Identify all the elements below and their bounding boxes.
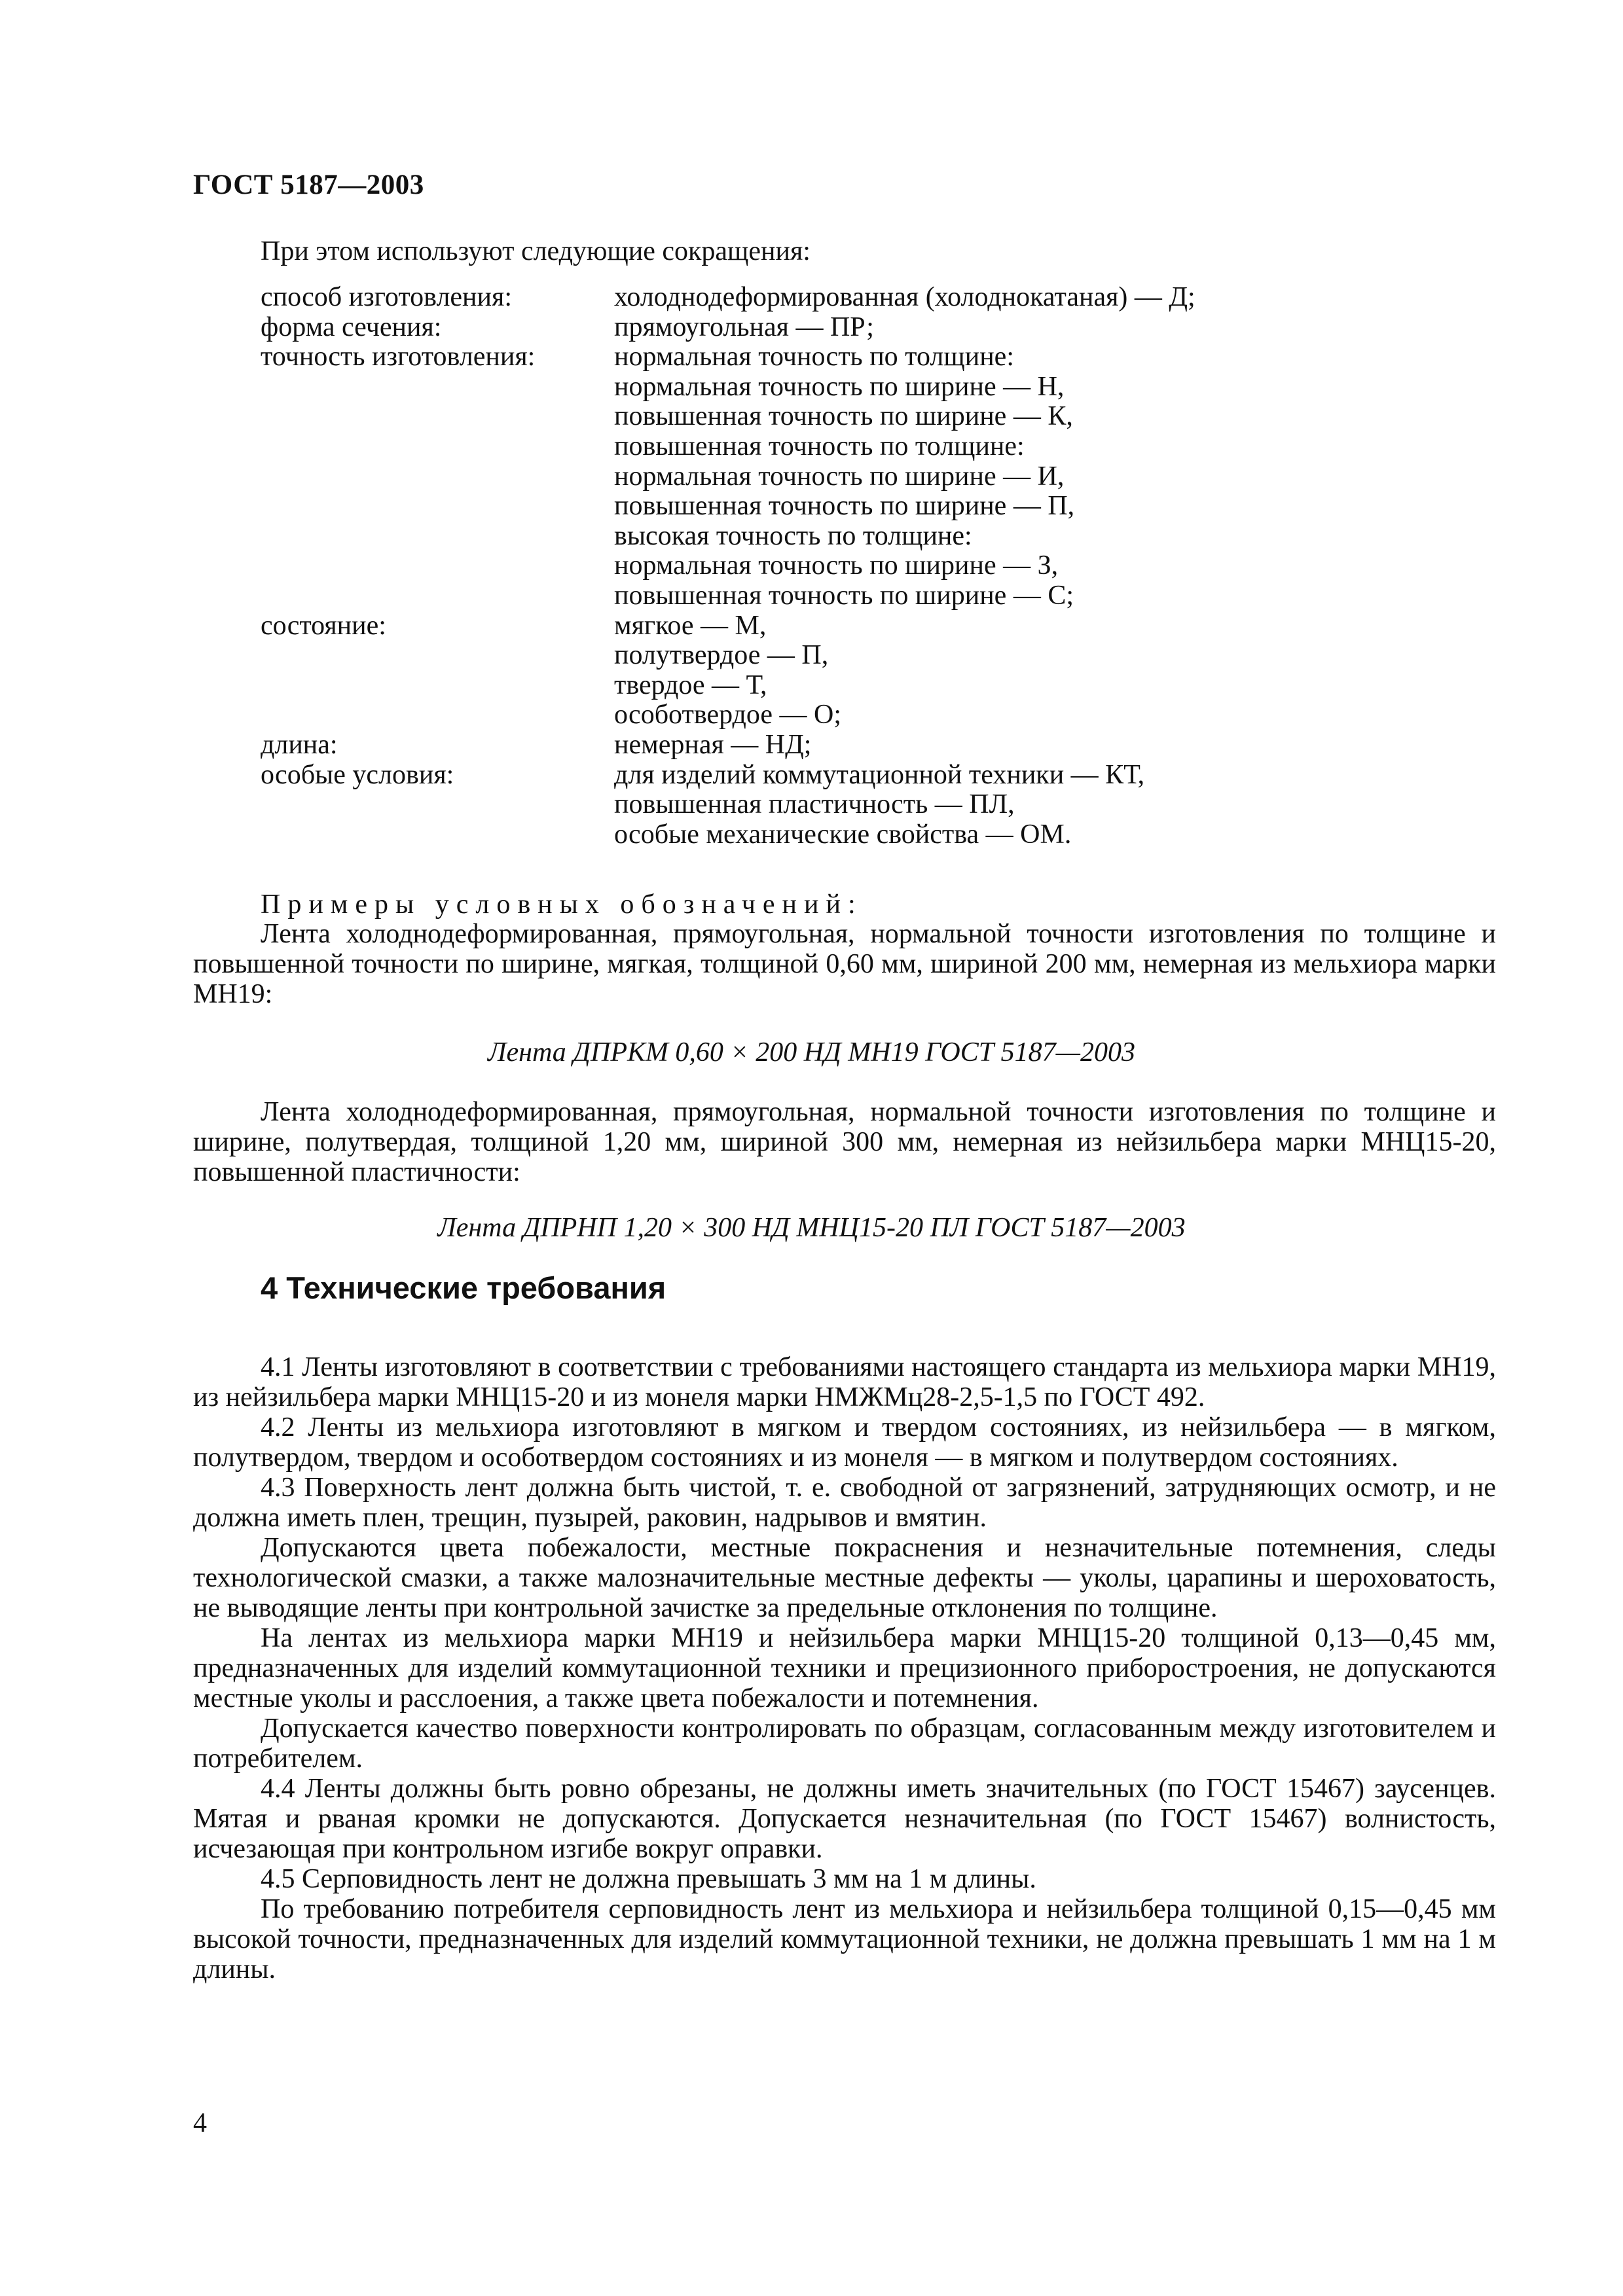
abbreviations-table — [261, 283, 1195, 850]
section-4-body — [193, 1352, 1496, 1984]
abbr-value: нормальная точность по ширине — И, — [614, 461, 1065, 492]
abbr-values — [614, 313, 874, 343]
abbr-row-method — [261, 283, 1195, 313]
abbr-label: форма сечения: — [261, 312, 442, 342]
abbr-value: повышенная точность по ширине — П, — [614, 491, 1075, 522]
abbr-row-section-shape — [261, 313, 1195, 343]
abbr-value: особые механические свойства — ОМ. — [614, 819, 1072, 850]
example-2-description — [193, 1097, 1496, 1187]
abbr-values — [614, 611, 841, 730]
abbr-value: особотвердое — О; — [614, 700, 842, 730]
example-1-description — [193, 919, 1496, 1009]
page-number: 4 — [193, 2108, 207, 2138]
examples-heading: Примеры условных обозначений: — [261, 889, 863, 920]
abbr-row-state — [261, 611, 1195, 730]
abbr-value: повышенная пластичность — ПЛ, — [614, 789, 1015, 820]
paragraph-4-3: 4.3 Поверхность лент должна быть чистой, т. е. свободной от загрязнений, затрудняющих осмотр, и не должна иметь плен, трещин, пузырей, раковин, надрывов и вмятин. — [193, 1473, 1496, 1533]
abbr-value: мягкое — М, — [614, 610, 767, 641]
paragraph-4-4: 4.4 Ленты должны быть ровно обрезаны, не должны иметь значительных (по ГОСТ 15467) заусенцев. Мятая и рваная кромки не допускаются. Допускается незначительная (по ГОСТ 15467) волнистость, исчезающая при контрольном изгибе вокруг оправки. — [193, 1774, 1496, 1864]
paragraph-4-5: 4.5 Серповидность лент не должна превышать 3 мм на 1 м длины. — [261, 1864, 1036, 1894]
abbr-label: длина: — [261, 729, 338, 760]
abbr-row-length — [261, 730, 1195, 761]
paragraph-4-5-customer: По требованию потребителя серповидность лент из мельхиора и нейзильбера толщиной 0,15—0,45 мм высокой точности, предназначенных для изделий коммутационной техники, не должна превышать 1 мм на 1 м длины. — [193, 1894, 1496, 1984]
abbr-values — [614, 730, 811, 761]
abbreviations-intro: При этом используют следующие сокращения: — [261, 236, 811, 266]
abbr-value: полутвердое — П, — [614, 640, 829, 671]
paragraph-4-3-restrictions: На лентах из мельхиора марки МН19 и нейзильбера марки МНЦ15-20 толщиной 0,13—0,45 мм, предназначенных для изделий коммутационной техники и прецизионного приборостроения, не допускаются местные уколы и расслоения, а также цвета побежалости и потемнения. — [193, 1623, 1496, 1713]
abbr-values — [614, 761, 1144, 850]
paragraph-4-2: 4.2 Ленты из мельхиора изготовляют в мягком и твердом состояниях, из нейзильбера — в мягком, полутвердом, твердом и особотвердом состояниях и из монеля — в мягком и полутвердом состояниях. — [193, 1412, 1496, 1473]
abbr-value: твердое — Т, — [614, 670, 767, 700]
abbr-label: состояние: — [261, 610, 386, 641]
paragraph-4-3-samples: Допускается качество поверхности контролировать по образцам, согласованным между изготовителем и потребителем. — [193, 1713, 1496, 1774]
paragraph-4-1: 4.1 Ленты изготовляют в соответствии с требованиями настоящего стандарта из мельхиора марки МН19, из нейзильбера марки МНЦ15-20 и из монеля марки НМЖМц28-2,5-1,5 по ГОСТ 492. — [193, 1352, 1496, 1412]
abbr-label: точность изготовления: — [261, 342, 536, 372]
example-1-formula: Лента ДПРКМ 0,60 × 200 НД МН19 ГОСТ 5187—2003 — [488, 1037, 1135, 1067]
example-1-text: Лента холоднодеформированная, прямоугольная, нормальной точности изготовления по толщине и повышенной точности по ширине, мягкая, толщиной 0,60 мм, шириной 200 мм, немерная из мельхиора марки МН19: — [193, 919, 1496, 1009]
abbr-value: нормальная точность по толщине: — [614, 342, 1014, 372]
abbr-values — [614, 283, 1195, 313]
standard-code-header: ГОСТ 5187—2003 — [193, 170, 424, 200]
example-2-formula: Лента ДПРНП 1,20 × 300 НД МНЦ15-20 ПЛ ГОСТ 5187—2003 — [437, 1213, 1186, 1243]
abbr-value: для изделий коммутационной техники — КТ, — [614, 759, 1145, 790]
abbr-row-special-conditions — [261, 761, 1195, 850]
abbr-label: особые условия: — [261, 759, 454, 790]
abbr-value: прямоугольная — ПР; — [614, 312, 874, 342]
abbr-value: нормальная точность по ширине — Н, — [614, 371, 1065, 402]
abbr-value: повышенная точность по ширине — К, — [614, 401, 1073, 432]
section-4-title: 4 Технические требования — [261, 1270, 666, 1305]
paragraph-4-3-allowances: Допускаются цвета побежалости, местные покраснения и незначительные потемнения, следы технологической смазки, а также малозначительные местные дефекты — уколы, царапины и шероховатость, не выводящие ленты при контрольной зачистке за предельные отклонения по толщине. — [193, 1533, 1496, 1623]
abbr-value: немерная — НД; — [614, 729, 812, 760]
abbr-values — [614, 342, 1074, 611]
abbr-value: повышенная точность по ширине — С; — [614, 580, 1074, 611]
abbr-value: повышенная точность по толщине: — [614, 431, 1025, 461]
abbr-value: высокая точность по толщине: — [614, 520, 972, 551]
abbr-value: нормальная точность по ширине — З, — [614, 550, 1059, 581]
abbr-row-accuracy — [261, 342, 1195, 611]
abbr-value: холоднодеформированная (холоднокатаная) — Д; — [614, 282, 1195, 312]
example-2-text: Лента холоднодеформированная, прямоугольная, нормальной точности изготовления по толщине и ширине, полутвердая, толщиной 1,20 мм, шириной 300 мм, немерная из нейзильбера марки МНЦ15-20, повышенной пластичности: — [193, 1097, 1496, 1187]
abbr-label: способ изготовления: — [261, 282, 512, 312]
